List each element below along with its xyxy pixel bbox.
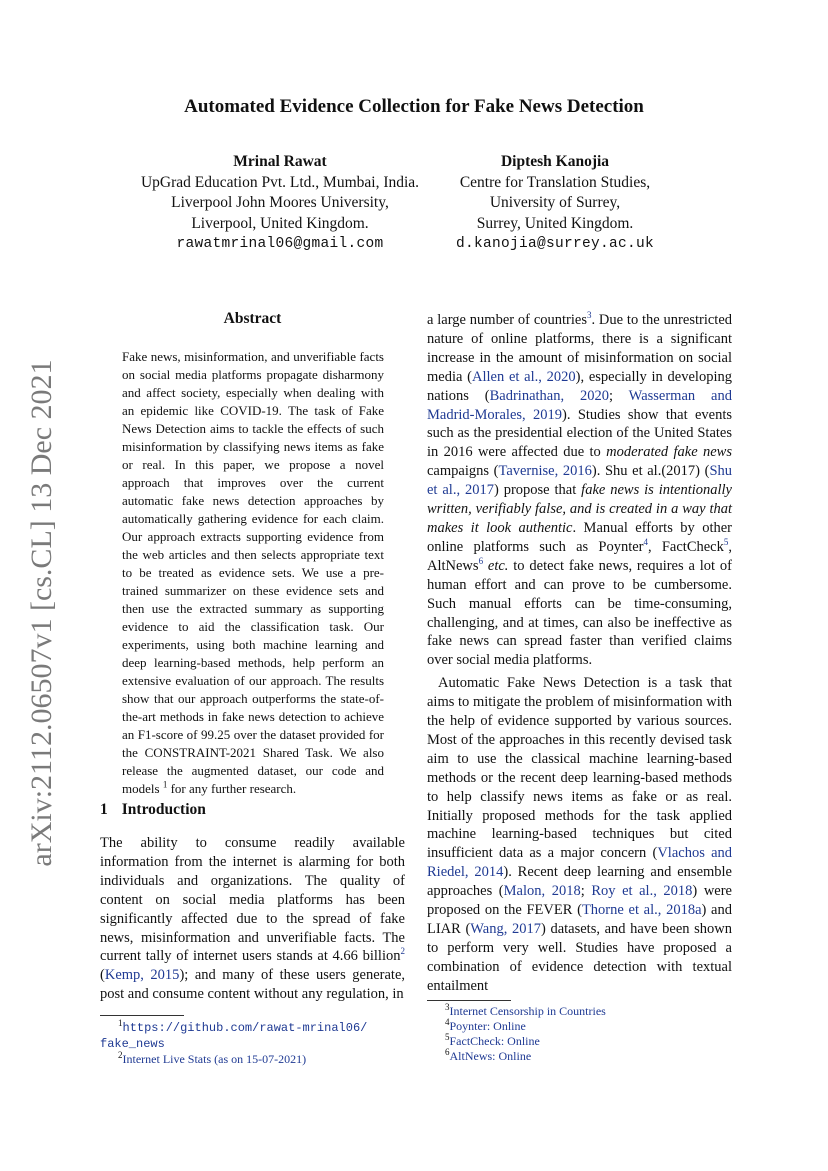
footnote-mark[interactable]: 6	[478, 555, 484, 566]
footnote	[427, 1049, 732, 1064]
footnote-link[interactable]: FactCheck: Online	[449, 1034, 540, 1048]
abstract-tail-text: for any further research.	[167, 781, 297, 796]
affiliation-line: UpGrad Education Pvt. Ltd., Mumbai, India.	[140, 173, 420, 191]
footnote	[427, 1019, 732, 1034]
section-number: 1	[100, 801, 108, 818]
body-text: ). Recent deep learning and ensemble approaches (	[427, 864, 732, 900]
footnote	[427, 1034, 732, 1049]
italic-text: moderated fake news	[606, 444, 732, 461]
author-email[interactable]: rawatmrinal06@gmail.com	[176, 236, 384, 252]
affiliation-line: Liverpool John Moores University,	[171, 194, 389, 211]
footnote-number: 2	[118, 1050, 123, 1060]
paragraph	[427, 674, 732, 995]
citation-link[interactable]: Thorne et al., 2018a	[581, 902, 702, 919]
body-text: ) and LIAR (	[427, 902, 732, 937]
body-text: ;	[580, 883, 592, 900]
body-text: The ability to consume readily available information from the internet is alarming for both individuals and organizations. The quality of content on social media platforms has been significantly affected due to the spread of fake news, misinformation and unverifiable facts. The current tally of internet users stands at 4.66 billion	[100, 835, 405, 965]
affiliation-line: University of Surrey,	[489, 194, 621, 211]
footnote-mark[interactable]: 4	[643, 537, 648, 548]
footnote-link[interactable]: Internet Censorship in Countries	[449, 1004, 606, 1018]
footnote-link[interactable]: Poynter: Online	[449, 1019, 526, 1033]
citation-link[interactable]: Roy et al., 2018	[591, 883, 693, 900]
author-name: Mrinal Rawat	[233, 153, 327, 170]
footnote-link[interactable]: Internet Live Stats (as on 15-07-2021)	[122, 1052, 307, 1066]
body-text: ) datasets, and have been shown to perform very well. Studies have proposed a combination of evidence detection with textual entailment	[427, 921, 732, 994]
body-text: a large number of countries	[427, 312, 587, 328]
footnote	[100, 1020, 405, 1052]
citation-link[interactable]: Vlachos and Riedel, 2014	[427, 845, 733, 881]
section-title: Introduction	[121, 801, 206, 818]
body-text: . Manual efforts by other online platforms such as Poynter	[427, 519, 732, 555]
author-block-2	[430, 152, 680, 255]
footnote-number: 4	[445, 1017, 450, 1027]
abstract-text	[122, 348, 384, 798]
paper-title: Automated Evidence Collection for Fake News Detection	[184, 96, 644, 117]
footnote-url[interactable]: fake_news	[100, 1037, 165, 1051]
footnote-link[interactable]: AltNews: Online	[449, 1049, 532, 1063]
citation-link[interactable]: Shu et al., 2017	[427, 463, 733, 499]
citation-link[interactable]: Wang, 2017	[470, 921, 541, 937]
citation-link[interactable]: Badrinathan, 2020	[489, 387, 609, 404]
author-email[interactable]: d.kanojia@surrey.ac.uk	[455, 236, 655, 252]
body-text: Automatic Fake News Detection is a task that aims to mitigate the problem of misinformation with the help of evidence supported by various sources. Most of the approaches in this recently devised task aim to use the classical machine learning-based methods or the recent deep learning-based methods to help classify news items as fake or as real. Initially proposed methods for the task applied machine learning-based techniques but cited insufficient data as a major concern (	[427, 675, 732, 862]
italic-text: etc.	[483, 557, 509, 574]
footnote	[427, 1004, 732, 1019]
body-text: ). Studies show that events such as the presidential election of the United States in 2016 were affected due to	[427, 406, 732, 461]
body-text: ). Shu et al.(2017) (	[591, 463, 710, 480]
citation-link[interactable]: Kemp, 2015	[104, 967, 180, 984]
affiliation-line: Centre for Translation Studies,	[459, 173, 651, 191]
body-text: ), especially in developing nations (	[427, 368, 732, 404]
footnotes-left	[100, 1020, 405, 1067]
abstract-heading: Abstract	[223, 310, 282, 327]
footnote-divider	[100, 1015, 184, 1016]
body-text: . Due to the unrestricted nature of online platforms, there is a significant increase in the amount of misinformation on social media (	[427, 312, 732, 385]
citation-link[interactable]: Wasserman and Madrid-Morales, 2019	[427, 387, 732, 423]
citation-link[interactable]: Allen et al., 2020	[472, 368, 576, 385]
footnotes-right	[427, 1004, 732, 1064]
body-text: campaigns (	[427, 463, 499, 480]
body-text: ) propose that	[493, 482, 582, 499]
footnote-mark[interactable]: 5	[723, 537, 729, 548]
body-text: ;	[609, 387, 629, 404]
body-text: , AltNews	[427, 538, 732, 574]
footnote-number: 6	[445, 1047, 450, 1057]
footnote-number: 5	[445, 1032, 450, 1042]
author-block-1	[105, 152, 455, 255]
footnote-number: 1	[118, 1018, 123, 1028]
intro-left-column	[100, 834, 405, 1004]
body-text: ); and many of these users generate, post and consume content without any regulation, in	[100, 967, 406, 1003]
author-name: Diptesh Kanojia	[500, 153, 610, 170]
section-heading-introduction	[100, 801, 206, 819]
arxiv-identifier-stamp[interactable]: arXiv:2112.06507v1 [cs.CL] 13 Dec 2021	[25, 359, 58, 867]
body-text: (	[100, 967, 105, 984]
abstract-body-text: Fake news, misinformation, and unverifiable facts on social media platforms propagate disharmony and affect society, especially when dealing with an epidemic like COVID-19. The task of Fake News Detection aims to tackle the effects of such misinformation by classifying news items as fake or real. In this paper, we propose a novel approach that improves over the current automatic fake news detection approaches by automatically gathering evidence for each claim. Our approach extracts supporting evidence from the web articles and then selects appropriate text to be treated as evidence sets. We use a pre-trained summarizer on these evidence sets and then use the extracted summary as supporting evidence to aid the classification task. Our experiments, using both machine learning and deep learning-based methods, help perform an extensive evaluation of our approach. The results show that our approach outperforms the state-of-the-art methods in fake news detection to achieve an F1-score of 99.25 over the dataset provided for the CONSTRAINT-2021 Shared Task. We also release the augmented dataset, our code and models	[122, 349, 384, 796]
footnote-mark[interactable]: 1	[162, 779, 168, 790]
affiliation-line: Liverpool, United Kingdom.	[191, 214, 369, 232]
body-text: to detect fake news, requires a lot of human effort and can prove to be cumbersome. Such manual efforts can be time-consuming, challenging, and at times, can also be ineffective as fake news can spread faster than verified claims over social media platforms.	[427, 557, 732, 669]
footnote	[100, 1052, 405, 1067]
intro-right-column	[427, 311, 732, 996]
footnote-mark[interactable]: 2	[400, 946, 405, 957]
footnote-divider	[427, 1000, 511, 1001]
footnote-mark[interactable]: 3	[586, 310, 592, 321]
body-text: ) were proposed on the FEVER (	[427, 883, 732, 919]
footnote-number: 3	[445, 1002, 450, 1012]
paragraph	[427, 311, 732, 670]
citation-link[interactable]: Malon, 2018	[503, 883, 581, 900]
footnote-url[interactable]: https://github.com/rawat-mrinal06/	[122, 1021, 368, 1035]
italic-text: fake news is intentionally written, verifiably false, and is created in a way that makes it look authentic	[427, 482, 732, 536]
citation-link[interactable]: Tavernise, 2016	[498, 463, 592, 480]
body-text: , FactCheck	[648, 538, 724, 555]
paragraph	[100, 834, 405, 1004]
affiliation-line: Surrey, United Kingdom.	[476, 214, 634, 232]
